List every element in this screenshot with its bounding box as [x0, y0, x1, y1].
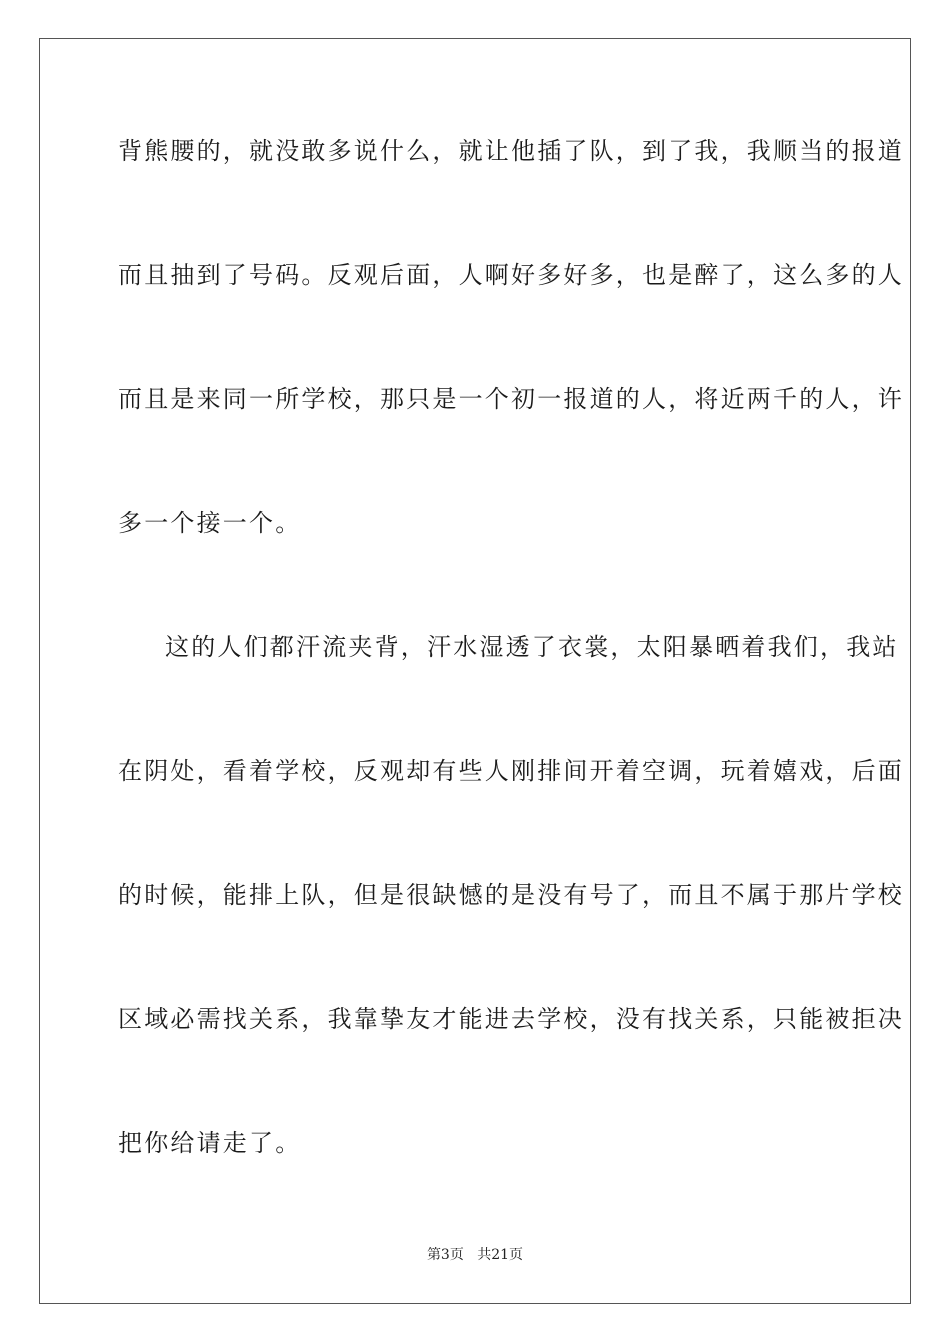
body-text-line: 而且是来同一所学校，那只是一个初一报道的人，将近两千的人，许	[118, 385, 904, 413]
body-text-line: 的时候，能排上队，但是很缺憾的是没有号了，而且不属于那片学校	[118, 881, 904, 909]
body-text-line: 在阴处，看着学校，反观却有些人刚排间开着空调，玩着嬉戏，后面	[118, 757, 904, 785]
body-text-line: 把你给请走了。	[118, 1129, 302, 1157]
body-text-line: 多一个接一个。	[118, 509, 302, 537]
body-text-line: 背熊腰的，就没敢多说什么，就让他插了队，到了我，我顺当的报道	[118, 137, 904, 165]
body-text-line: 而且抽到了号码。反观后面，人啊好多好多，也是醉了，这么多的人	[118, 261, 904, 289]
page-number: 第3页	[426, 1247, 464, 1263]
page-border	[39, 38, 911, 1304]
page-footer	[0, 1246, 950, 1264]
body-text-line: 区域必需找关系，我靠挚友才能进去学校，没有找关系，只能被拒决	[118, 1005, 904, 1033]
page-total: 共21页	[477, 1247, 524, 1263]
paragraph-start-line: 这的人们都汗流夹背，汗水湿透了衣裳，太阳暴晒着我们，我站	[165, 633, 899, 661]
